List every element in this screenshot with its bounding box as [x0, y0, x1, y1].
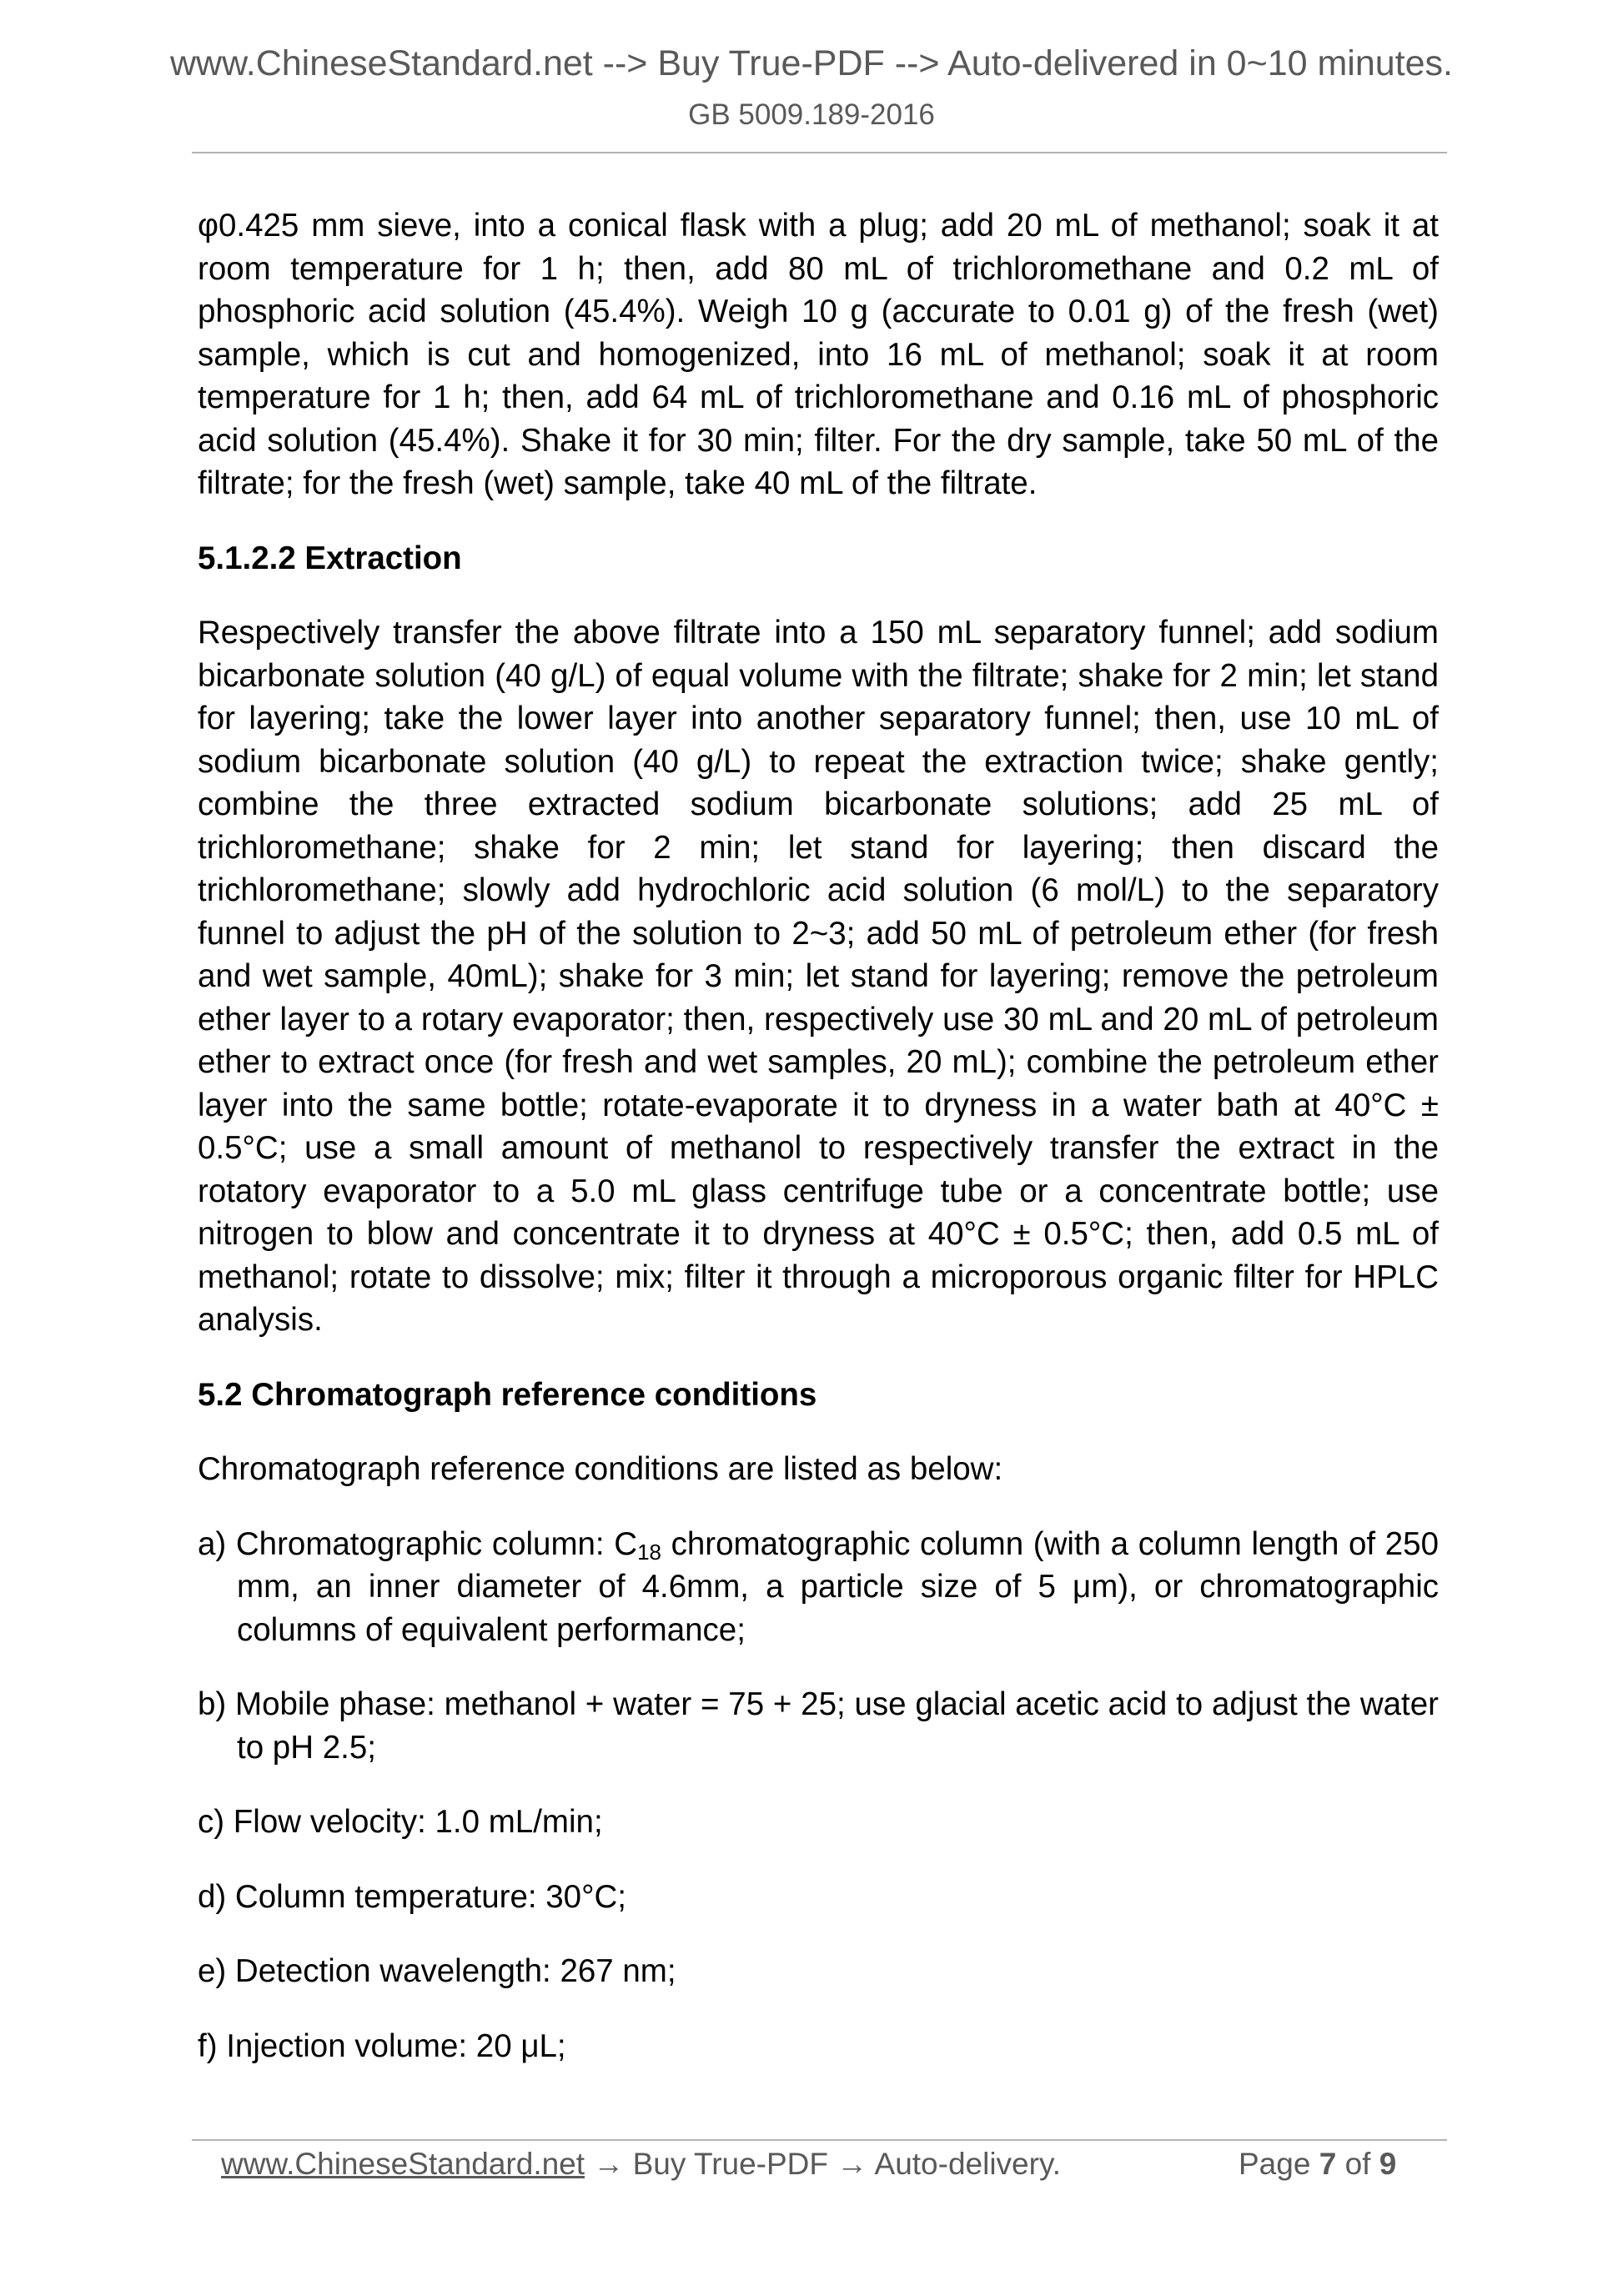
list-item-column-prefix: a) Chromatographic column: C: [198, 1525, 638, 1562]
list-item-mobile-phase: b) Mobile phase: methanol + water = 75 + 25; use glacial acetic acid to adjust the water to pH 2.5;: [198, 1686, 1439, 1766]
list-item-column-rest: chromatographic column (with a column length of 250 mm, an inner diameter of 4.6mm, a particle size of 5 μm), or chromatographic columns of equivalent performance;: [237, 1525, 1439, 1648]
header-divider: [192, 152, 1447, 153]
list-item-injection-volume: f) Injection volume: 20 μL;: [198, 2027, 566, 2064]
paragraph-chromatograph-intro: Chromatograph reference conditions are listed as below:: [198, 1451, 1003, 1487]
footer-site-link[interactable]: www.ChineseStandard.net: [221, 2147, 585, 2181]
list-item-detection-wavelength: e) Detection wavelength: 267 nm;: [198, 1953, 676, 1989]
footer-promo-text: → Buy True-PDF → Auto-delivery.: [585, 2147, 1061, 2181]
paragraph-extraction: Respectively transfer the above filtrate into a 150 mL separatory funnel; add sodium bicarbonate solution (40 g/L) of equal volume with the filtrate; shake for 2 min; let stand for layering; take the lower layer into another separatory funnel; then, use 10 mL of sodium bicarbonate solution (40 g/L) to repeat the extraction twice; shake gently; combine the three extracted sodium bicarbonate solutions; add 25 mL of trichloromethane; shake for 2 min; let stand for layering; then discard the trichloromethane; slowly add hydrochloric acid solution (6 mol/L) to the separatory funnel to adjust the pH of the solution to 2~3; add 50 mL of petroleum ether (for fresh and wet sample, 40mL); shake for 3 min; let stand for layering; remove the petroleum ether layer to a rotary evaporator; then, respectively use 30 mL and 20 mL of petroleum ether to extract once (for fresh and wet samples, 20 mL); combine the petroleum ether layer into the same bottle; rotate-evaporate it to dryness in a water bath at 40°C ± 0.5°C; use a small amount of methanol to respectively transfer the extract in the rotatory evaporator to a 5.0 mL glass centrifuge tube or a concentrate bottle; use nitrogen to blow and concentrate it to dryness at 40°C ± 0.5°C; then, add 0.5 mL of methanol; rotate to dissolve; mix; filter it through a microporous organic filter for HPLC analysis.: [198, 615, 1439, 1338]
page-total: 9: [1379, 2147, 1397, 2181]
footer-divider: [192, 2139, 1447, 2141]
page-of-label: of: [1344, 2147, 1371, 2181]
heading-extraction: 5.1.2.2 Extraction: [198, 540, 462, 576]
list-item-column: [198, 1523, 1439, 1652]
document-body: [198, 204, 1439, 2099]
list-item-flow-velocity: c) Flow velocity: 1.0 mL/min;: [198, 1804, 603, 1840]
paragraph-sample-prep: φ0.425 mm sieve, into a conical flask with a plug; add 20 mL of methanol; soak it at room temperature for 1 h; then, add 80 mL of trichloromethane and 0.2 mL of phosphoric acid solution (45.4%). Weigh 10 g (accurate to 0.01 g) of the fresh (wet) sample, which is cut and homogenized, into 16 mL of methanol; soak it at room temperature for 1 h; then, add 64 mL of trichloromethane and 0.16 mL of phosphoric acid solution (45.4%). Shake it for 30 min; filter. For the dry sample, take 50 mL of the filtrate; for the fresh (wet) sample, take 40 mL of the filtrate.: [198, 208, 1439, 501]
page-indicator: [1239, 2147, 1396, 2182]
subscript-18: 18: [637, 1539, 661, 1565]
page-label: Page: [1239, 2147, 1311, 2181]
header-site-banner: www.ChineseStandard.net --> Buy True-PDF --> Auto-delivered in 0~10 minutes.: [169, 43, 1453, 83]
list-item-column-temperature: d) Column temperature: 30°C;: [198, 1878, 626, 1915]
page-current: 7: [1319, 2147, 1337, 2181]
header-standard-number: GB 5009.189-2016: [688, 98, 935, 131]
heading-chromatograph-conditions: 5.2 Chromatograph reference conditions: [198, 1376, 817, 1413]
footer-promo: [221, 2147, 1061, 2182]
